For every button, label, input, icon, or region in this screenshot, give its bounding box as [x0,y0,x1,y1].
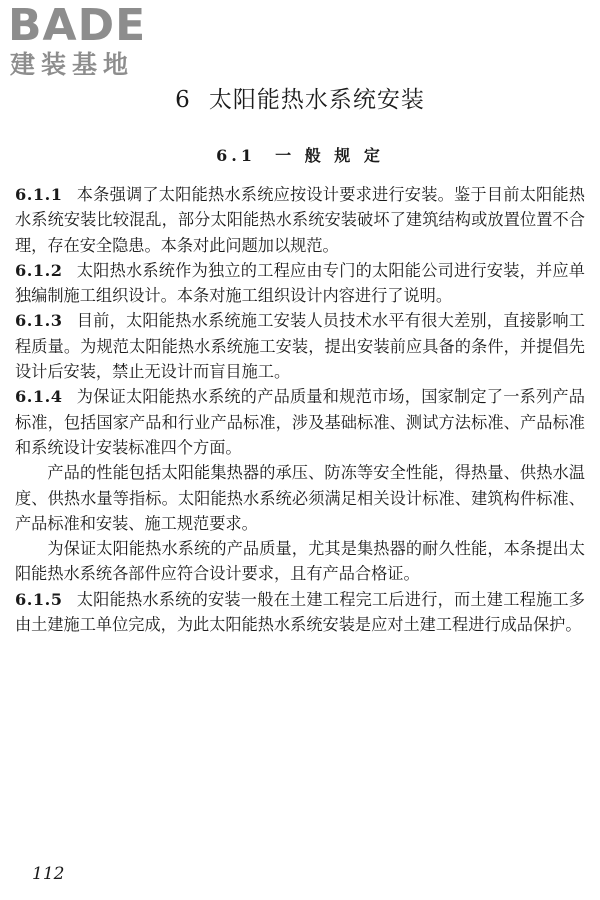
paragraph-text: 产品的性能包括太阳能集热器的承压、防冻等安全性能，得热量、供热水温度、供热水量等指标。太阳能热水系统必须满足相关设计标准、建筑构件标准、产品标准和安装、施工规范要求。 [15,463,585,533]
clause-number: 6.1.1 [15,185,63,204]
clause-number: 6.1.4 [15,387,63,407]
paragraph-6-1-1 [15,182,585,258]
page-number: 112 [32,864,65,884]
chapter-number: 6 [175,87,191,113]
paragraph-6-1-4-cont-1 [15,460,585,536]
logo-wordmark: BADE [8,0,147,51]
paragraph-6-1-5 [15,587,585,638]
clause-number: 6.1.2 [15,260,63,280]
clause-number: 6.1.3 [15,311,63,331]
chapter-title-text: 太阳能热水系统安装 [208,87,425,113]
paragraph-6-1-4 [15,384,585,460]
paragraph-text: 太阳能热水系统的安装一般在土建工程完工后进行，而土建工程施工多由土建施工单位完成，为此太阳能热水系统安装是应对土建工程进行成品保护。 [15,589,585,635]
body-text [15,182,585,637]
section-title [0,145,600,167]
paragraph-text: 本条强调了太阳能热水系统应按设计要求进行安装。鉴于目前太阳能热水系统安装比较混乱，部分太阳能热水系统安装破坏了建筑结构或放置位置不合理，存在安全隐患。本条对此问题加以规范。 [15,185,585,255]
chapter-title [0,84,600,116]
logo-subtitle: 建装基地 [10,50,135,79]
paragraph-text: 目前，太阳能热水系统施工安装人员技术水平有很大差别，直接影响工程质量。为规范太阳能热水系统施工安装，提出安装前应具备的条件，并提倡先设计后安装，禁止无设计而盲目施工。 [15,311,585,382]
section-number: 6.1 [216,146,256,165]
paragraph-6-1-3 [15,308,585,384]
paragraph-6-1-4-cont-2 [15,536,585,587]
paragraph-text: 为保证太阳能热水系统的产品质量，尤其是集热器的耐久性能，本条提出太阳能热水系统各部件应符合设计要求，且有产品合格证。 [15,539,585,584]
paragraph-text: 太阳热水系统作为独立的工程应由专门的太阳能公司进行安装，并应单独编制施工组织设计。本条对施工组织设计内容进行了说明。 [15,260,585,306]
clause-number: 6.1.5 [15,589,63,609]
paragraph-6-1-2 [15,258,585,309]
paragraph-text: 为保证太阳能热水系统的产品质量和规范市场，国家制定了一系列产品标准，包括国家产品和行业产品标准，涉及基础标准、测试方法标准、产品标准和系统设计安装标准四个方面。 [15,387,585,457]
logo [8,2,178,86]
section-title-text: 一 般 规 定 [275,146,384,165]
